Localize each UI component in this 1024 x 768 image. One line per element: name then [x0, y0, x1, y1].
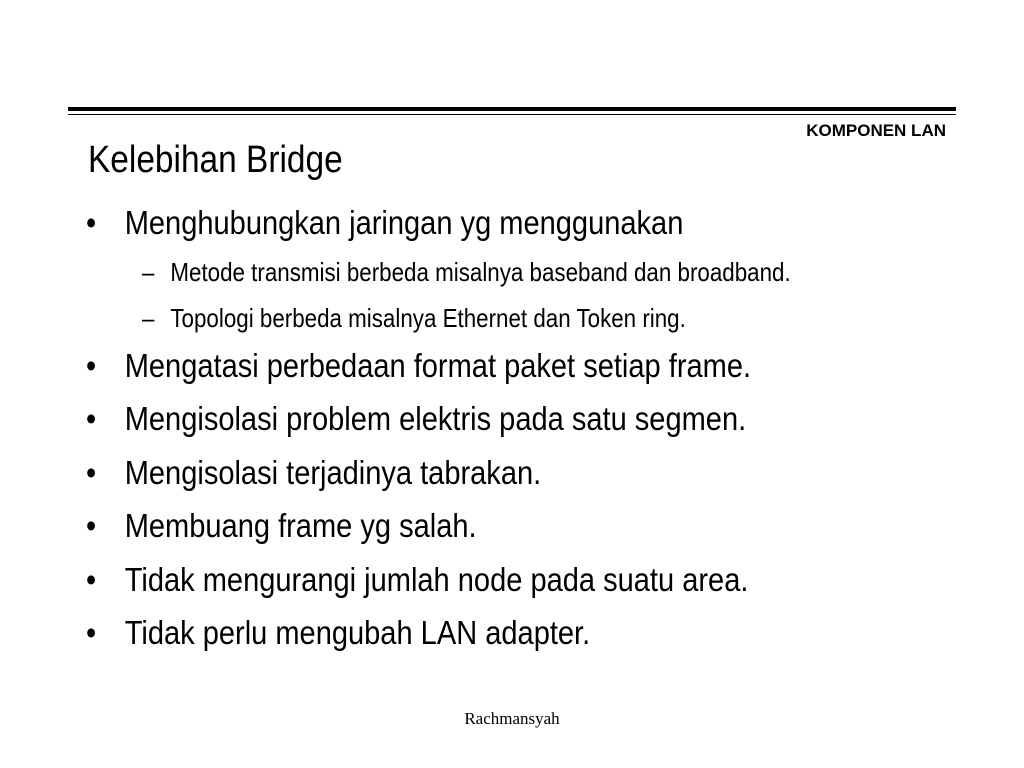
sub-bullet-marker: –: [142, 257, 155, 287]
bullet-item: [86, 560, 748, 600]
bullet-item: [86, 613, 590, 653]
bullet-marker: •: [86, 614, 97, 651]
footer-author: Rachmansyah: [464, 709, 560, 728]
bullet-text: Membuang frame yg salah.: [124, 507, 477, 544]
bullet-marker: •: [86, 507, 97, 544]
bullet-item: [86, 346, 751, 386]
bullet-item: [86, 506, 477, 546]
header-rule-thick: [68, 107, 956, 111]
bullet-marker: •: [86, 561, 97, 598]
sub-bullet-item: [142, 256, 791, 288]
sub-bullet-text: Metode transmisi berbeda misalnya baseband dan broadband.: [170, 257, 791, 287]
header-rule-thin: [68, 114, 956, 115]
bullet-marker: •: [86, 454, 97, 491]
bullet-marker: •: [86, 400, 97, 437]
bullet-marker: •: [86, 347, 97, 384]
bullet-item: [86, 399, 746, 439]
section-label: KOMPONEN LAN: [806, 121, 946, 140]
bullet-text: Tidak mengurangi jumlah node pada suatu area.: [124, 561, 749, 598]
bullet-text: Menghubungkan jaringan yg menggunakan: [124, 204, 684, 241]
bullet-item: [86, 453, 541, 493]
bullet-text: Mengatasi perbedaan format paket setiap frame.: [124, 347, 752, 384]
sub-bullet-marker: –: [142, 303, 155, 333]
bullet-item: [86, 203, 683, 243]
bullet-text: Mengisolasi terjadinya tabrakan.: [124, 454, 542, 491]
sub-bullet-item: [142, 302, 686, 334]
sub-bullet-text: Topologi berbeda misalnya Ethernet dan Token ring.: [170, 303, 686, 333]
bullet-marker: •: [86, 204, 97, 241]
bullet-text: Mengisolasi problem elektris pada satu segmen.: [124, 400, 747, 437]
bullet-text: Tidak perlu mengubah LAN adapter.: [124, 614, 591, 651]
slide-title: Kelebihan Bridge: [88, 139, 343, 181]
